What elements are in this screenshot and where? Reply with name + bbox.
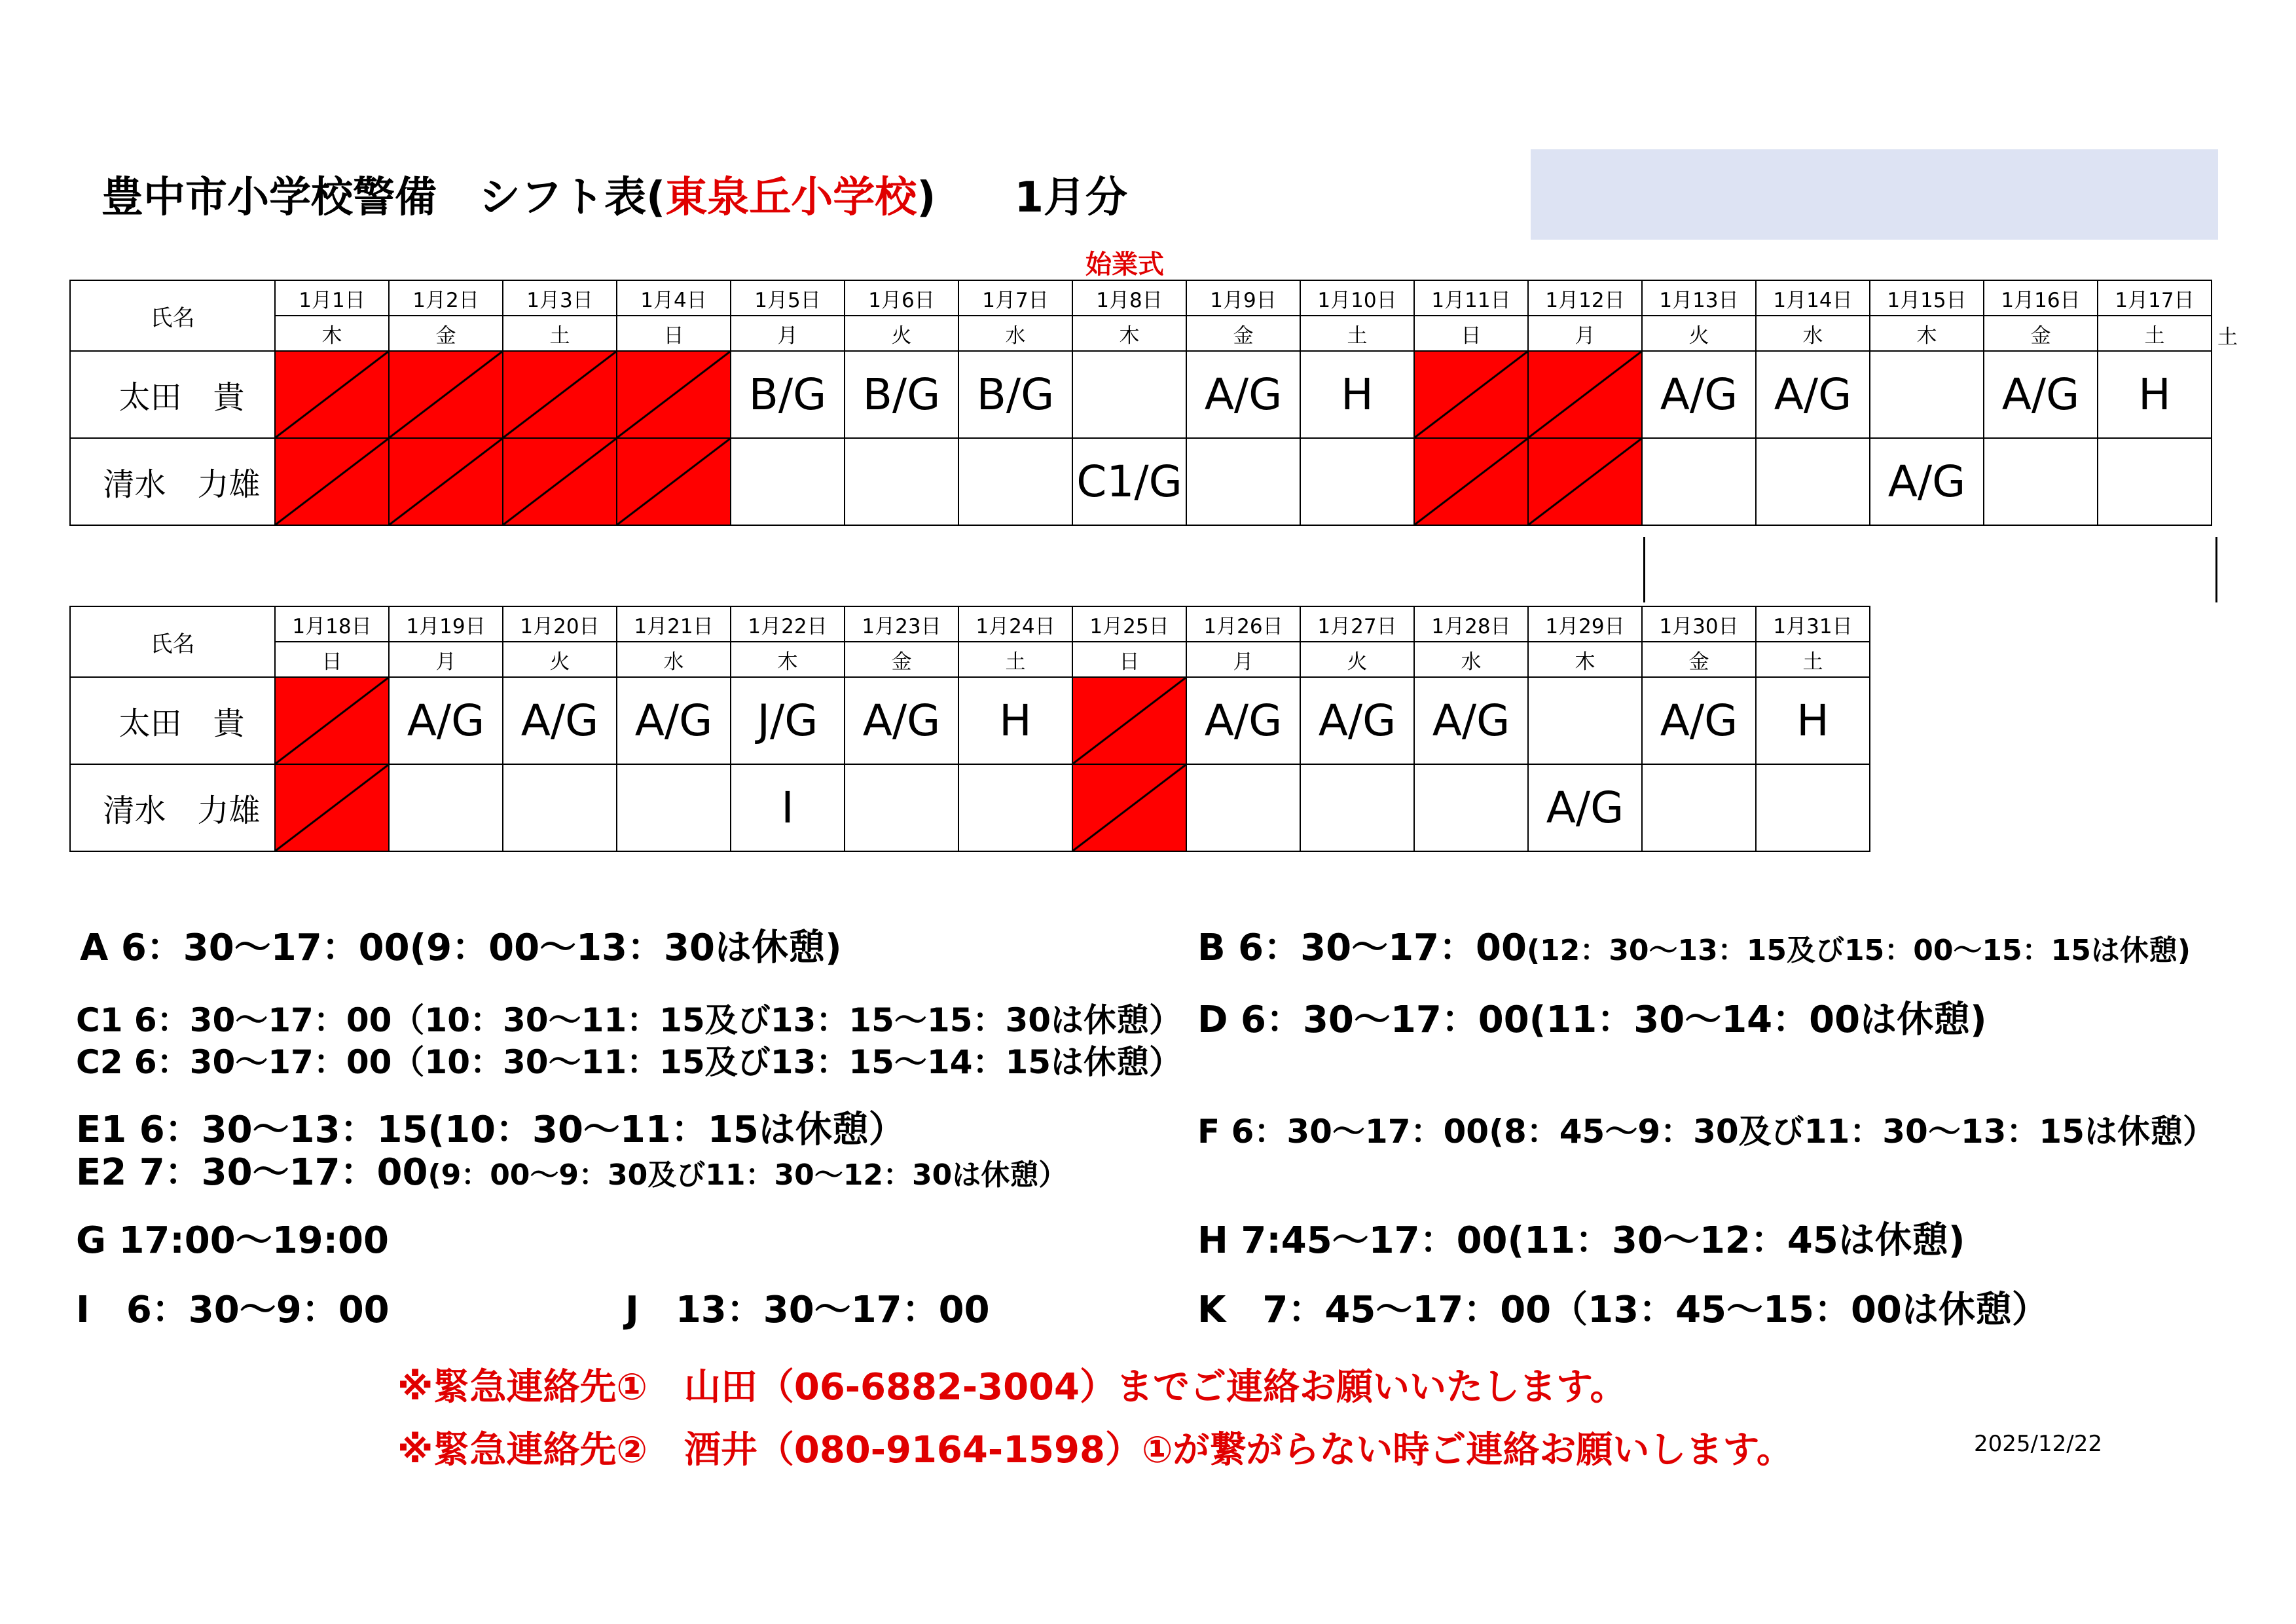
date-cell: 1月23日: [845, 606, 958, 642]
shift-cell: [1756, 438, 1870, 525]
name-header: 氏名: [70, 280, 275, 351]
shift-cell: A/G: [1186, 677, 1300, 764]
off-day-cell: [1528, 438, 1642, 525]
weekday-cell: 月: [389, 642, 503, 677]
weekday-cell: 日: [1414, 316, 1528, 351]
legend-d: D 6：30〜17：00(11：30〜14：00は休憩): [1197, 999, 1987, 1041]
blank-info-box: [1531, 149, 2218, 240]
date-cell: 1月30日: [1642, 606, 1756, 642]
legend-g: G 17:00〜19:00: [76, 1219, 389, 1262]
legend-b: [1197, 919, 2191, 971]
shift-cell: [503, 764, 617, 851]
off-day-cell: [1414, 351, 1528, 438]
emergency-contact-1: ※緊急連絡先① 山田（06-6882-3004）までご連絡お願いいたします。: [397, 1366, 1627, 1409]
shift-table-1: [69, 280, 2212, 526]
overflow-weekday: 土: [2217, 325, 2238, 349]
weekday-cell: 月: [731, 316, 845, 351]
legend-k: K 7：45〜17：00（13：45〜15：00は休憩）: [1197, 1289, 2049, 1331]
legend-f: F 6：30〜17：00(8：45〜9：30及び11：30〜13：15は休憩）: [1197, 1113, 2216, 1151]
shift-cell: [2098, 438, 2212, 525]
shift-cell: [731, 438, 845, 525]
legend-e2-note: (9：00〜9：30及び11：30〜12：30は休憩）: [428, 1158, 1068, 1192]
weekday-cell: 火: [503, 642, 617, 677]
name-header: 氏名: [70, 606, 275, 677]
shift-cell: A/G: [1300, 677, 1414, 764]
date-cell: 1月13日: [1642, 280, 1756, 316]
staff-name: 清水 力雄: [70, 764, 275, 851]
legend-c1: C1 6：30〜17：00（10：30〜11：15及び13：15〜15：30は休憩）: [76, 1001, 1182, 1039]
off-day-cell: [617, 438, 731, 525]
shift-cell: [958, 764, 1072, 851]
legend-b-note: (12：30〜13：15及び15：00〜15：15は休憩): [1526, 934, 2191, 967]
staff-name: 太田 貴: [70, 351, 275, 438]
date-cell: 1月10日: [1300, 280, 1414, 316]
shift-cell: [1642, 764, 1756, 851]
date-cell: 1月1日: [275, 280, 389, 316]
shift-cell: A/G: [617, 677, 731, 764]
weekday-cell: 水: [1756, 316, 1870, 351]
weekday-cell: 木: [1072, 316, 1186, 351]
off-day-cell: [617, 351, 731, 438]
date-cell: 1月6日: [845, 280, 958, 316]
weekday-cell: 火: [1300, 642, 1414, 677]
weekday-cell: 土: [2098, 316, 2212, 351]
weekday-cell: 水: [617, 642, 731, 677]
weekday-cell: 金: [1642, 642, 1756, 677]
shift-cell: B/G: [958, 351, 1072, 438]
shift-table-2: [69, 606, 1870, 852]
shift-cell: H: [958, 677, 1072, 764]
legend-e2: [76, 1143, 1067, 1196]
legend-j: J 13：30〜17：00: [625, 1289, 990, 1331]
shift-cell: [958, 438, 1072, 525]
date-cell: 1月18日: [275, 606, 389, 642]
legend-i: I 6：30〜9：00: [76, 1289, 390, 1331]
off-day-cell: [275, 677, 389, 764]
weekday-cell: 日: [1072, 642, 1186, 677]
divider-line: [2215, 537, 2217, 602]
weekday-cell: 日: [617, 316, 731, 351]
weekday-cell: 土: [1300, 316, 1414, 351]
date-cell: 1月19日: [389, 606, 503, 642]
shift-cell: [1984, 438, 2098, 525]
shift-cell: [1414, 764, 1528, 851]
weekday-cell: 木: [731, 642, 845, 677]
date-cell: 1月21日: [617, 606, 731, 642]
shift-cell: [1756, 764, 1870, 851]
weekday-cell: 木: [275, 316, 389, 351]
shift-cell: B/G: [731, 351, 845, 438]
shift-cell: [845, 438, 958, 525]
date-cell: 1月24日: [958, 606, 1072, 642]
weekday-cell: 月: [1186, 642, 1300, 677]
shift-cell: A/G: [389, 677, 503, 764]
title-main: 豊中市小学校警備 シフト表(: [101, 174, 666, 222]
date-cell: 1月7日: [958, 280, 1072, 316]
weekday-cell: 金: [389, 316, 503, 351]
date-cell: 1月16日: [1984, 280, 2098, 316]
date-cell: 1月11日: [1414, 280, 1528, 316]
weekday-cell: 火: [1642, 316, 1756, 351]
page-title: [101, 164, 1127, 224]
weekday-cell: 木: [1528, 642, 1642, 677]
school-name: 東泉丘小学校: [665, 174, 917, 222]
date-cell: 1月15日: [1870, 280, 1984, 316]
legend-e1: E1 6：30〜13：15(10：30〜11：15は休憩）: [76, 1109, 905, 1151]
title-month: 1月分: [1014, 174, 1128, 222]
date-cell: 1月9日: [1186, 280, 1300, 316]
shift-cell: A/G: [1642, 351, 1756, 438]
weekday-cell: 金: [845, 642, 958, 677]
shift-cell: [617, 764, 731, 851]
date-cell: 1月4日: [617, 280, 731, 316]
shift-cell: B/G: [845, 351, 958, 438]
shift-cell: A/G: [1984, 351, 2098, 438]
off-day-cell: [389, 438, 503, 525]
date-cell: 1月29日: [1528, 606, 1642, 642]
shift-cell: [1186, 764, 1300, 851]
off-day-cell: [503, 351, 617, 438]
shift-cell: H: [1756, 677, 1870, 764]
shift-cell: A/G: [845, 677, 958, 764]
date-cell: 1月8日: [1072, 280, 1186, 316]
legend-c2: C2 6：30〜17：00（10：30〜11：15及び13：15〜14：15は休憩）: [76, 1043, 1182, 1081]
date-cell: 1月22日: [731, 606, 845, 642]
date-cell: 1月28日: [1414, 606, 1528, 642]
shift-cell: H: [1300, 351, 1414, 438]
shift-cell: A/G: [1186, 351, 1300, 438]
shift-cell: A/G: [1870, 438, 1984, 525]
shift-cell: [1300, 764, 1414, 851]
shift-cell: [1528, 677, 1642, 764]
off-day-cell: [389, 351, 503, 438]
date-cell: 1月3日: [503, 280, 617, 316]
shift-cell: [1072, 351, 1186, 438]
date-cell: 1月5日: [731, 280, 845, 316]
shift-cell: I: [731, 764, 845, 851]
weekday-cell: 火: [845, 316, 958, 351]
shift-cell: [1870, 351, 1984, 438]
shift-cell: A/G: [1528, 764, 1642, 851]
off-day-cell: [275, 351, 389, 438]
date-cell: 1月27日: [1300, 606, 1414, 642]
shift-cell: C1/G: [1072, 438, 1186, 525]
weekday-cell: 金: [1186, 316, 1300, 351]
emergency-contact-2: ※緊急連絡先② 酒井（080-9164-1598）①が繋がらない時ご連絡お願いします。: [397, 1429, 1793, 1471]
date-cell: 1月25日: [1072, 606, 1186, 642]
shift-cell: A/G: [1756, 351, 1870, 438]
off-day-cell: [1414, 438, 1528, 525]
off-day-cell: [1528, 351, 1642, 438]
event-label: 始業式: [1085, 249, 1164, 280]
off-day-cell: [1072, 677, 1186, 764]
shift-cell: [1300, 438, 1414, 525]
weekday-cell: 土: [958, 642, 1072, 677]
date-cell: 1月2日: [389, 280, 503, 316]
shift-cell: [389, 764, 503, 851]
divider-line: [1643, 537, 1645, 602]
date-cell: 1月12日: [1528, 280, 1642, 316]
shift-cell: A/G: [1414, 677, 1528, 764]
weekday-cell: 日: [275, 642, 389, 677]
shift-cell: A/G: [503, 677, 617, 764]
weekday-cell: 月: [1528, 316, 1642, 351]
shift-cell: J/G: [731, 677, 845, 764]
weekday-cell: 土: [503, 316, 617, 351]
shift-cell: [1186, 438, 1300, 525]
weekday-cell: 木: [1870, 316, 1984, 351]
shift-cell: A/G: [1642, 677, 1756, 764]
date-cell: 1月14日: [1756, 280, 1870, 316]
shift-cell: [845, 764, 958, 851]
off-day-cell: [503, 438, 617, 525]
legend-h: H 7:45〜17：00(11：30〜12：45は休憩): [1197, 1219, 1965, 1262]
staff-name: 太田 貴: [70, 677, 275, 764]
legend-e2-main: E2 7：30〜17：00: [76, 1151, 428, 1194]
shift-cell: H: [2098, 351, 2212, 438]
off-day-cell: [275, 438, 389, 525]
legend-b-main: B 6：30〜17：00: [1197, 927, 1527, 969]
date-cell: 1月31日: [1756, 606, 1870, 642]
date-stamp: 2025/12/22: [1974, 1431, 2102, 1457]
weekday-cell: 金: [1984, 316, 2098, 351]
date-cell: 1月26日: [1186, 606, 1300, 642]
off-day-cell: [275, 764, 389, 851]
weekday-cell: 水: [1414, 642, 1528, 677]
shift-cell: [1642, 438, 1756, 525]
title-close: ): [917, 174, 936, 222]
weekday-cell: 水: [958, 316, 1072, 351]
weekday-cell: 土: [1756, 642, 1870, 677]
legend-a: A 6：30〜17：00(9：00〜13：30は休憩): [80, 927, 842, 969]
date-cell: 1月20日: [503, 606, 617, 642]
staff-name: 清水 力雄: [70, 438, 275, 525]
date-cell: 1月17日: [2098, 280, 2212, 316]
off-day-cell: [1072, 764, 1186, 851]
